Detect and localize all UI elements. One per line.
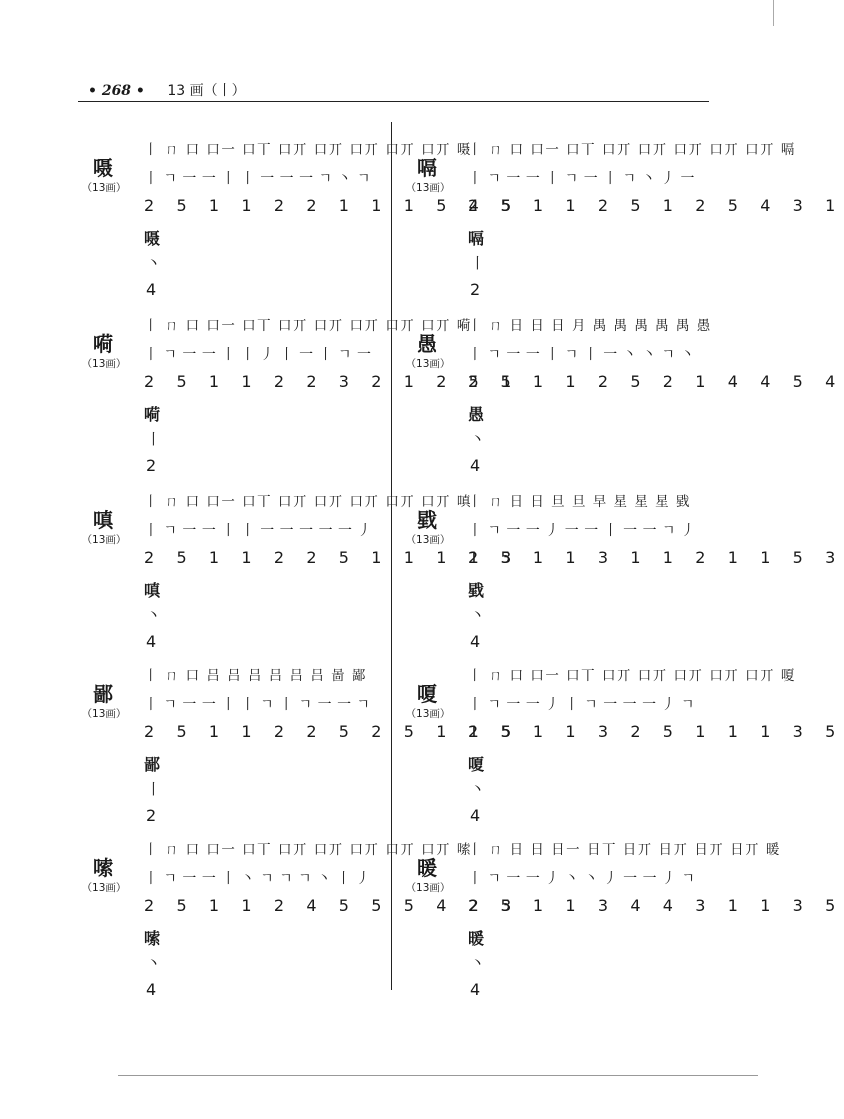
- continued-code: 4: [470, 980, 481, 999]
- stroke-codes: 2 5 1 1 2 5 2 1 4 4 5 4: [468, 372, 844, 391]
- stroke-shapes: 丨 ㄱ 一 一 丨 丶 ㄱ ㄱ ㄱ 丶 丨 丿: [144, 871, 371, 887]
- entry-2: [80, 314, 520, 484]
- entry-char: 戥: [417, 508, 437, 532]
- continued-stroke: 丨: [470, 254, 486, 272]
- stroke-codes: 2 5 1 1 3 4 4 3 1 1 3 5: [468, 896, 844, 915]
- stroke-count-tag: （13画）: [81, 182, 127, 194]
- stroke-stages: 丨 ㄇ 日 日 旦 旦 早 星 星 星 戥: [468, 494, 691, 510]
- continued-code: 4: [470, 806, 481, 825]
- stroke-stages: 丨 ㄇ 日 日 日 月 禺 禺 禺 禺 禺 愚: [468, 318, 712, 334]
- bottom-rule: [118, 1075, 758, 1076]
- stroke-shapes: 丨 ㄱ 一 一 丨 丨 一 一 一 一 一 丿: [144, 523, 372, 539]
- stroke-stages: 丨 ㄇ 口 口一 口丅 口丌 口丌 口丌 口丌 口丌 嗄: [468, 668, 796, 684]
- continued-code: 2: [146, 806, 157, 825]
- entry-char: 嗔: [93, 508, 113, 532]
- stroke-stages: 丨 ㄇ 日 日 日一 日丅 日丌 日丌 日丌 日丌 暖: [468, 842, 781, 858]
- stroke-count-tag: （13画）: [81, 358, 127, 370]
- continued-char: 嗫: [144, 229, 161, 248]
- continued-code: 4: [470, 456, 481, 475]
- continued-code: 4: [146, 980, 157, 999]
- entry-5: [404, 490, 844, 660]
- continued-stroke: 丶: [470, 606, 486, 624]
- entry-0: [80, 138, 520, 308]
- continued-char: 鄙: [144, 755, 161, 774]
- continued-char: 暖: [468, 929, 485, 948]
- stroke-stages: 丨 ㄇ 口 口一 口丅 口丌 口丌 口丌 口丌 口丌 嗬: [144, 318, 472, 334]
- continued-code: 2: [470, 280, 481, 299]
- stroke-stages: 丨 ㄇ 口 口一 口丅 口丌 口丌 口丌 口丌 口丌 嗝: [468, 142, 796, 158]
- continued-stroke: 丶: [146, 254, 162, 272]
- continued-stroke: 丶: [470, 780, 486, 798]
- continued-stroke: 丨: [146, 430, 162, 448]
- stroke-shapes: 丨 ㄱ 一 一 丨 丨 一 一 一 ㄱ 丶 ㄱ: [144, 171, 372, 187]
- stroke-codes: 2 5 1 1 3 1 1 2 1 1 5 3: [468, 548, 844, 567]
- stroke-count-tag: （13画）: [81, 708, 127, 720]
- continued-code: 4: [146, 632, 157, 651]
- entry-3: [404, 314, 844, 484]
- stroke-codes: 2 5 1 1 2 2 1 1 1 5 4 5: [144, 196, 520, 215]
- stroke-count-tag: （13画）: [405, 358, 451, 370]
- stroke-shapes: 丨 ㄱ 一 一 丨 丨 丿 丨 一 丨 ㄱ 一: [144, 347, 372, 363]
- entry-char: 暖: [417, 856, 437, 880]
- continued-stroke: 丶: [470, 430, 486, 448]
- continued-char: 嗔: [144, 581, 161, 600]
- entry-char: 愚: [417, 332, 437, 356]
- stroke-codes: 2 5 1 1 3 2 5 1 1 1 3 5: [468, 722, 844, 741]
- entry-1: [404, 138, 844, 308]
- page-header: [88, 80, 246, 100]
- entry-char: 嗬: [93, 332, 113, 356]
- stroke-stages: 丨 ㄇ 口 口一 口丅 口丌 口丌 口丌 口丌 口丌 嗫: [144, 142, 472, 158]
- stroke-codes: 2 5 1 1 2 4 5 5 5 4 2 3: [144, 896, 520, 915]
- entry-6: [80, 664, 520, 834]
- entry-4: [80, 490, 520, 660]
- continued-char: 戥: [468, 581, 485, 600]
- stroke-stages: 丨 ㄇ 口 口一 口丅 口丌 口丌 口丌 口丌 口丌 嗔: [144, 494, 472, 510]
- stroke-count-tag: （13画）: [405, 708, 451, 720]
- stroke-shapes: 丨 ㄱ 一 一 丿 丨 ㄱ 一 一 一 丿 ㄱ: [468, 697, 696, 713]
- stroke-count-tag: （13画）: [81, 882, 127, 894]
- continued-stroke: 丶: [146, 606, 162, 624]
- stroke-shapes: 丨 ㄱ 一 一 丨 ㄱ 一 丨 ㄱ 丶 丿 一: [468, 171, 696, 187]
- continued-code: 4: [146, 280, 157, 299]
- section-title: 13 画（丨）: [167, 83, 246, 99]
- stroke-codes: 2 5 1 1 2 2 5 2 5 1 1 5: [144, 722, 520, 741]
- continued-char: 嗬: [144, 405, 161, 424]
- continued-char: 嗝: [468, 229, 485, 248]
- entry-char: 嗫: [93, 156, 113, 180]
- entry-7: [404, 664, 844, 834]
- continued-stroke: 丶: [470, 954, 486, 972]
- stroke-shapes: 丨 ㄱ 一 一 丨 丨 ㄱ 丨 ㄱ 一 一 ㄱ: [144, 697, 371, 713]
- continued-char: 愚: [468, 405, 485, 424]
- stroke-shapes: 丨 ㄱ 一 一 丿 一 一 丨 一 一 ㄱ 丿: [468, 523, 696, 539]
- header-rule: [78, 101, 709, 102]
- continued-stroke: 丶: [146, 954, 162, 972]
- continued-code: 4: [470, 632, 481, 651]
- entry-char: 嗝: [417, 156, 437, 180]
- stroke-count-tag: （13画）: [405, 882, 451, 894]
- stroke-shapes: 丨 ㄱ 一 一 丨 ㄱ 丨 一 丶 丶 ㄱ 丶: [468, 347, 696, 363]
- continued-code: 2: [146, 456, 157, 475]
- stroke-count-tag: （13画）: [405, 534, 451, 546]
- corner-mark: [773, 0, 774, 26]
- stroke-stages: 丨 ㄇ 口 口一 口丅 口丌 口丌 口丌 口丌 口丌 嗦: [144, 842, 472, 858]
- stroke-stages: 丨 ㄇ 口 吕 吕 吕 吕 吕 吕 啚 鄙: [144, 668, 367, 684]
- stroke-shapes: 丨 ㄱ 一 一 丿 丶 丶 丿 一 一 丿 ㄱ: [468, 871, 696, 887]
- stroke-count-tag: （13画）: [405, 182, 451, 194]
- stroke-codes: 2 5 1 1 2 2 5 1 1 1 1 3: [144, 548, 520, 567]
- continued-char: 嗄: [468, 755, 485, 774]
- page-number: • 268 •: [88, 83, 145, 99]
- entry-8: [80, 838, 520, 1008]
- entry-char: 嗄: [417, 682, 437, 706]
- stroke-codes: 2 5 1 1 2 2 3 2 1 2 5 1: [144, 372, 520, 391]
- continued-stroke: 丨: [146, 780, 162, 798]
- entry-9: [404, 838, 844, 1008]
- stroke-count-tag: （13画）: [81, 534, 127, 546]
- stroke-codes: 2 5 1 1 2 5 1 2 5 4 3 1: [468, 196, 844, 215]
- entry-char: 嗦: [93, 856, 113, 880]
- entry-char: 鄙: [93, 682, 113, 706]
- continued-char: 嗦: [144, 929, 161, 948]
